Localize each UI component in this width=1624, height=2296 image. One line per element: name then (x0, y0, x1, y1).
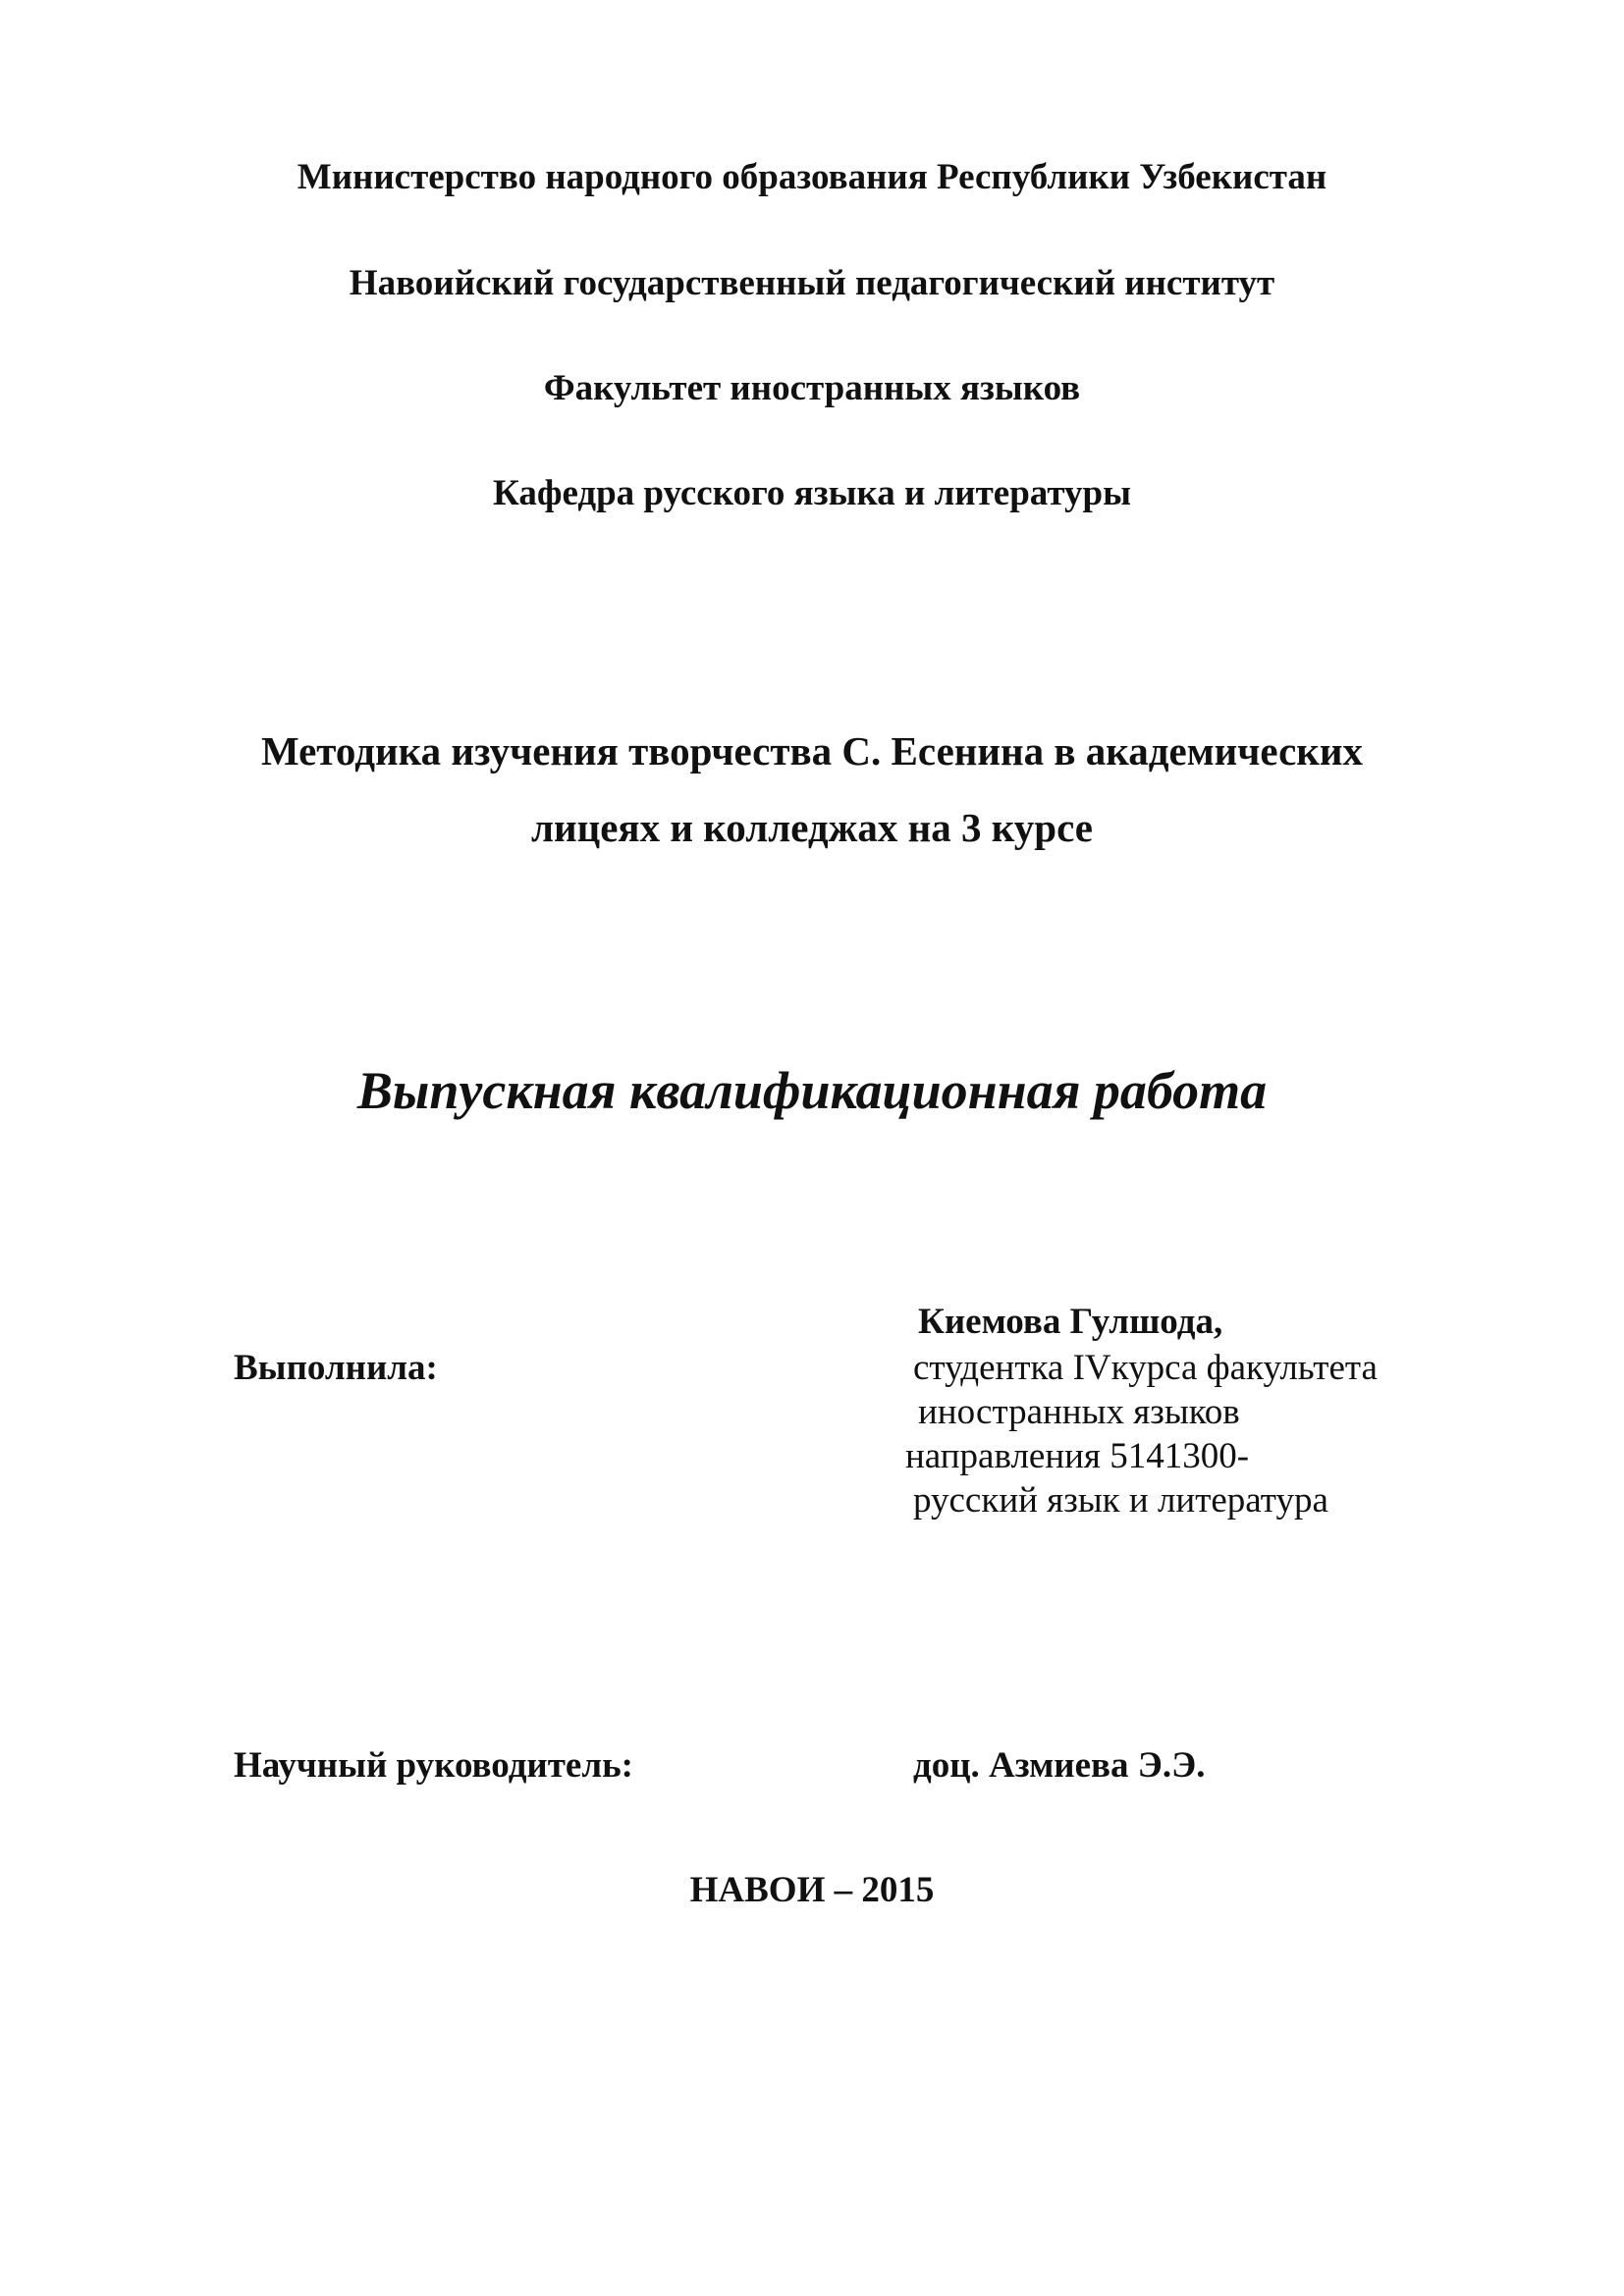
city-year: НАВОИ – 2015 (689, 1870, 935, 1910)
work-type-heading: Выпускная квалификационная работа (356, 1061, 1268, 1120)
supervisor-name: доц. Азмиева Э.Э. (913, 1745, 1206, 1786)
author-detail-line-4: русский язык и литература (913, 1480, 1328, 1521)
faculty-heading: Факультет иностранных языков (543, 368, 1081, 408)
thesis-title-line-2: лицеях и колледжах на 3 курсе (530, 805, 1094, 850)
institute-heading: Навоийский государственный педагогический институт (349, 263, 1275, 303)
author-name: Киемова Гулшода, (918, 1302, 1223, 1342)
department-heading: Кафедра русского языка и литературы (493, 473, 1131, 513)
author-label: Выполнила: (234, 1348, 438, 1388)
ministry-heading: Министерство народного образования Республики Узбекистан (297, 157, 1327, 197)
supervisor-label: Научный руководитель: (234, 1745, 633, 1786)
author-detail-line-1: студентка IVкурса факультета (913, 1348, 1378, 1388)
thesis-title-line-1: Методика изучения творчества С. Есенина в академических (260, 728, 1364, 774)
author-detail-line-2: иностранных языков (918, 1392, 1240, 1432)
author-detail-line-3: направления 5141300- (905, 1436, 1250, 1476)
